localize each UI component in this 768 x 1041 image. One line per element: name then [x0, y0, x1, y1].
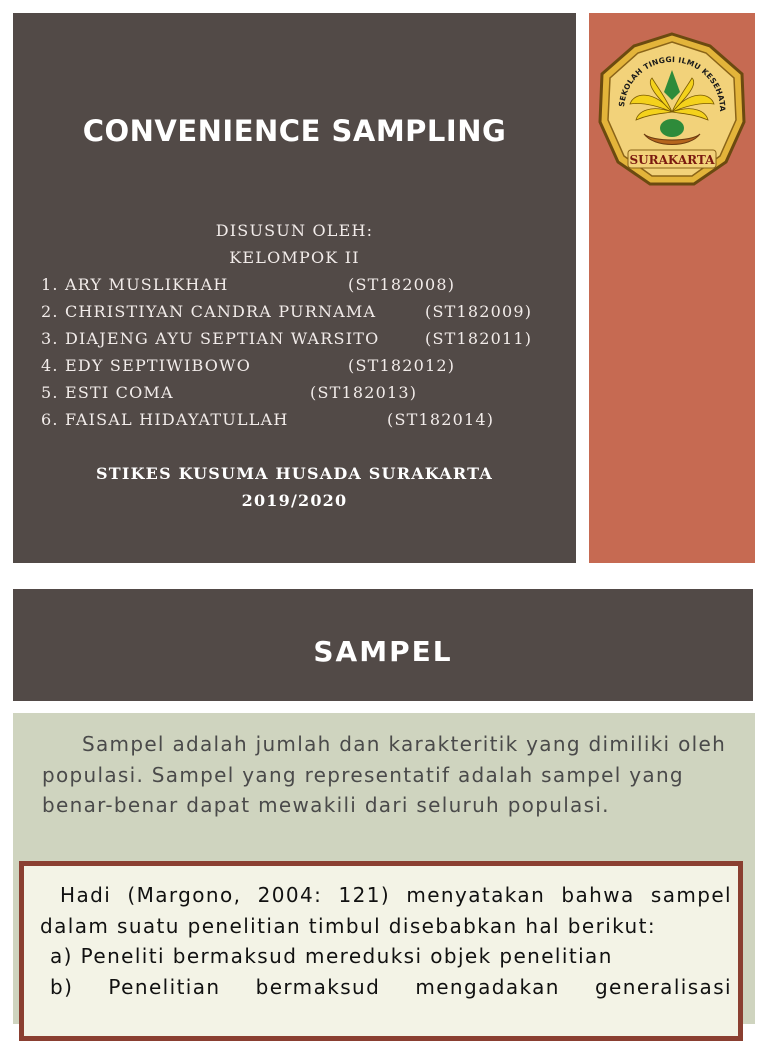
- member-id: (ST182008): [348, 275, 456, 294]
- stikes-logo-icon: [594, 30, 750, 190]
- list-item: a) Peneliti bermaksud mereduksi objek penelitian: [50, 944, 613, 968]
- member-id: (ST182009): [425, 302, 533, 321]
- group-label: KELOMPOK II: [229, 248, 360, 267]
- member-name: 4. EDY SEPTIWIBOWO: [41, 356, 252, 375]
- member-name: 1. ARY MUSLIKHAH: [41, 275, 229, 294]
- member-id: (ST182012): [348, 356, 456, 375]
- section-slide-panel: [13, 589, 753, 701]
- quote-text: [40, 880, 732, 1002]
- academic-year: 2019/2020: [241, 491, 348, 510]
- member-name: 3. DIAJENG AYU SEPTIAN WARSITO: [41, 329, 380, 348]
- member-name: 2. CHRISTIYAN CANDRA PURNAMA: [41, 302, 377, 321]
- quote-box: [19, 861, 743, 1041]
- member-id: (ST182013): [310, 383, 418, 402]
- content-slide-panel: [13, 713, 755, 1024]
- member-id: (ST182011): [425, 329, 533, 348]
- definition-text: Sampel adalah jumlah dan karakteritik yang dimiliki oleh populasi. Sampel yang representatif adalah sampel yang benar-benar dapat mewakili dari seluruh populasi.: [42, 732, 727, 817]
- slide-title: CONVENIENCE SAMPLING: [82, 114, 507, 148]
- title-slide-panel: [13, 13, 576, 563]
- logo-city-text: SURAKARTA: [629, 153, 715, 167]
- prepared-by-label: DISUSUN OLEH:: [215, 221, 374, 240]
- member-name: 6. FAISAL HIDAYATULLAH: [41, 410, 289, 429]
- list-item: b) Penelitian bermaksud mengadakan generalisasi: [50, 974, 732, 999]
- institution-name: STIKES KUSUMA HUSADA SURAKARTA: [96, 464, 493, 483]
- definition-paragraph: [42, 729, 732, 821]
- section-title: SAMPEL: [313, 635, 453, 668]
- logo-ring-text: SEKOLAH TINGGI ILMU KESEHATA: [617, 54, 728, 112]
- quote-intro: Hadi (Margono, 2004: 121) menyatakan bahwa sampel dalam suatu penelitian timbul disebabkan hal berikut:: [40, 883, 732, 938]
- member-name: 5. ESTI COMA: [41, 383, 174, 402]
- member-id: (ST182014): [387, 410, 495, 429]
